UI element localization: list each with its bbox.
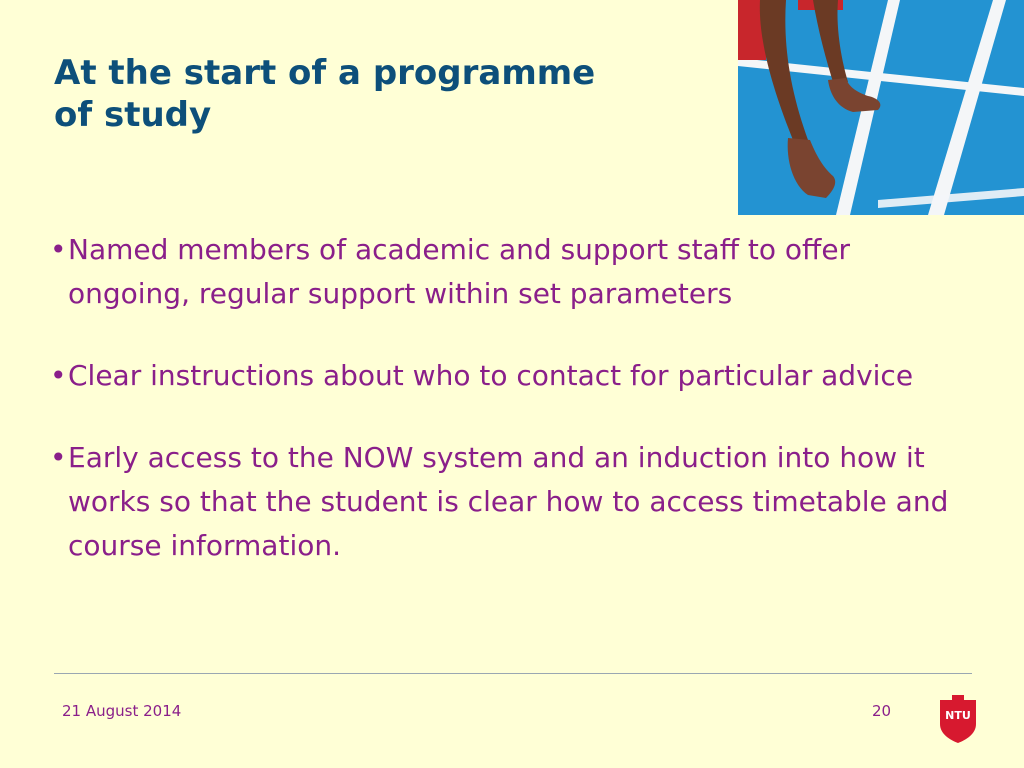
slide-title-line-1: At the start of a programme: [54, 53, 596, 93]
logo-text: NTU: [945, 709, 971, 722]
ntu-logo: [938, 694, 978, 744]
footer-divider: [54, 673, 972, 674]
bullet-list: [50, 228, 950, 606]
footer-date: 21 August 2014: [62, 702, 182, 720]
bullet-symbol: •: [50, 441, 67, 474]
slide-title: [54, 52, 714, 136]
bullet-item: [50, 436, 950, 568]
page-number: 20: [872, 702, 892, 720]
bullet-item: [50, 228, 950, 316]
bullet-symbol: •: [50, 359, 67, 392]
bullet-text: Early access to the NOW system and an induction into how it works so that the student is clear how to access timetable and course information.: [68, 441, 949, 562]
bullet-item: [50, 354, 950, 398]
bullet-text: Clear instructions about who to contact for particular advice: [68, 359, 914, 392]
bullet-text: Named members of academic and support staff to offer ongoing, regular support within set parameters: [68, 233, 851, 310]
sprinter-track-photo: [738, 0, 1024, 215]
slide-title-line-2: of study: [54, 95, 212, 135]
bullet-symbol: •: [50, 233, 67, 266]
